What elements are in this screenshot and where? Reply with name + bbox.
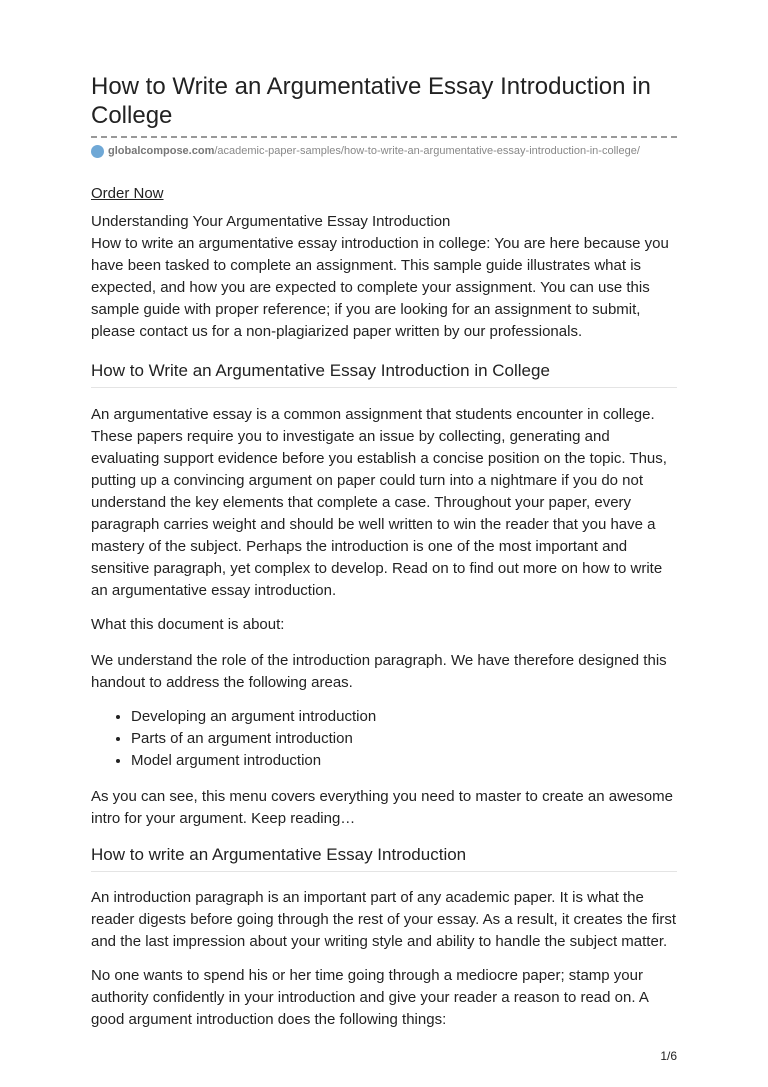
section1-p2: What this document is about:	[91, 616, 285, 633]
topic-list	[91, 706, 677, 772]
source-url[interactable]	[91, 144, 677, 158]
dashed-divider	[91, 136, 677, 138]
section1-heading: How to Write an Argumentative Essay Introduction in College	[91, 360, 677, 388]
section1-p4: As you can see, this menu covers everything you need to master to create an awesome intro for your argument. Keep reading…	[91, 788, 673, 827]
section2-p1: An introduction paragraph is an important part of any academic paper. It is what the reader digests before going through the rest of your essay. As a result, it creates the first and the last impression about your writing style and ability to handle the subject matter.	[91, 889, 677, 950]
list-item: • Developing an argument introduction	[131, 706, 677, 728]
list-item: • Model argument introduction	[131, 750, 677, 772]
url-domain: globalcompose.com	[108, 145, 215, 157]
order-now-link[interactable]: Order Now	[91, 185, 164, 202]
intro-heading: Understanding Your Argumentative Essay Introduction	[91, 213, 451, 230]
url-path: /academic-paper-samples/how-to-write-an-argumentative-essay-introduction-in-college/	[214, 145, 640, 157]
page-number: 1/6	[660, 1049, 677, 1063]
section1-p1: An argumentative essay is a common assignment that students encounter in college. These papers require you to investigate an issue by collecting, generating and evaluating support evidence before you establish a concise position on the topic. Thus, putting up a convincing argument on paper could turn into a nightmare if you do not understand the key elements that complete a case. Throughout your paper, every paragraph carries weight and should be well written to win the reader that you have a mastery of the subject. Perhaps the introduction is one of the most important and sensitive paragraph, yet complex to develop. Read on to find out more on how to write an argumentative essay introduction.	[91, 406, 667, 599]
intro-text: How to write an argumentative essay introduction in college: You are here because you have been tasked to complete an assignment. This sample guide illustrates what is expected, and how you are expected to complete your assignment. You can use this sample guide with proper reference; if you are looking for an assignment to submit, please contact us for a non-plagiarized paper written by our professionals.	[91, 235, 669, 340]
section2-heading: How to write an Argumentative Essay Introduction	[91, 844, 677, 872]
list-item: • Parts of an argument introduction	[131, 728, 677, 750]
section1-p3: We understand the role of the introduction paragraph. We have therefore designed this handout to address the following areas.	[91, 652, 667, 691]
section2-p2: No one wants to spend his or her time going through a mediocre paper; stamp your authority confidently in your introduction and give your reader a reason to read on. A good argument introduction does the following things:	[91, 967, 649, 1028]
globe-icon	[91, 145, 104, 158]
page-title: How to Write an Argumentative Essay Introduction in College	[91, 73, 651, 129]
